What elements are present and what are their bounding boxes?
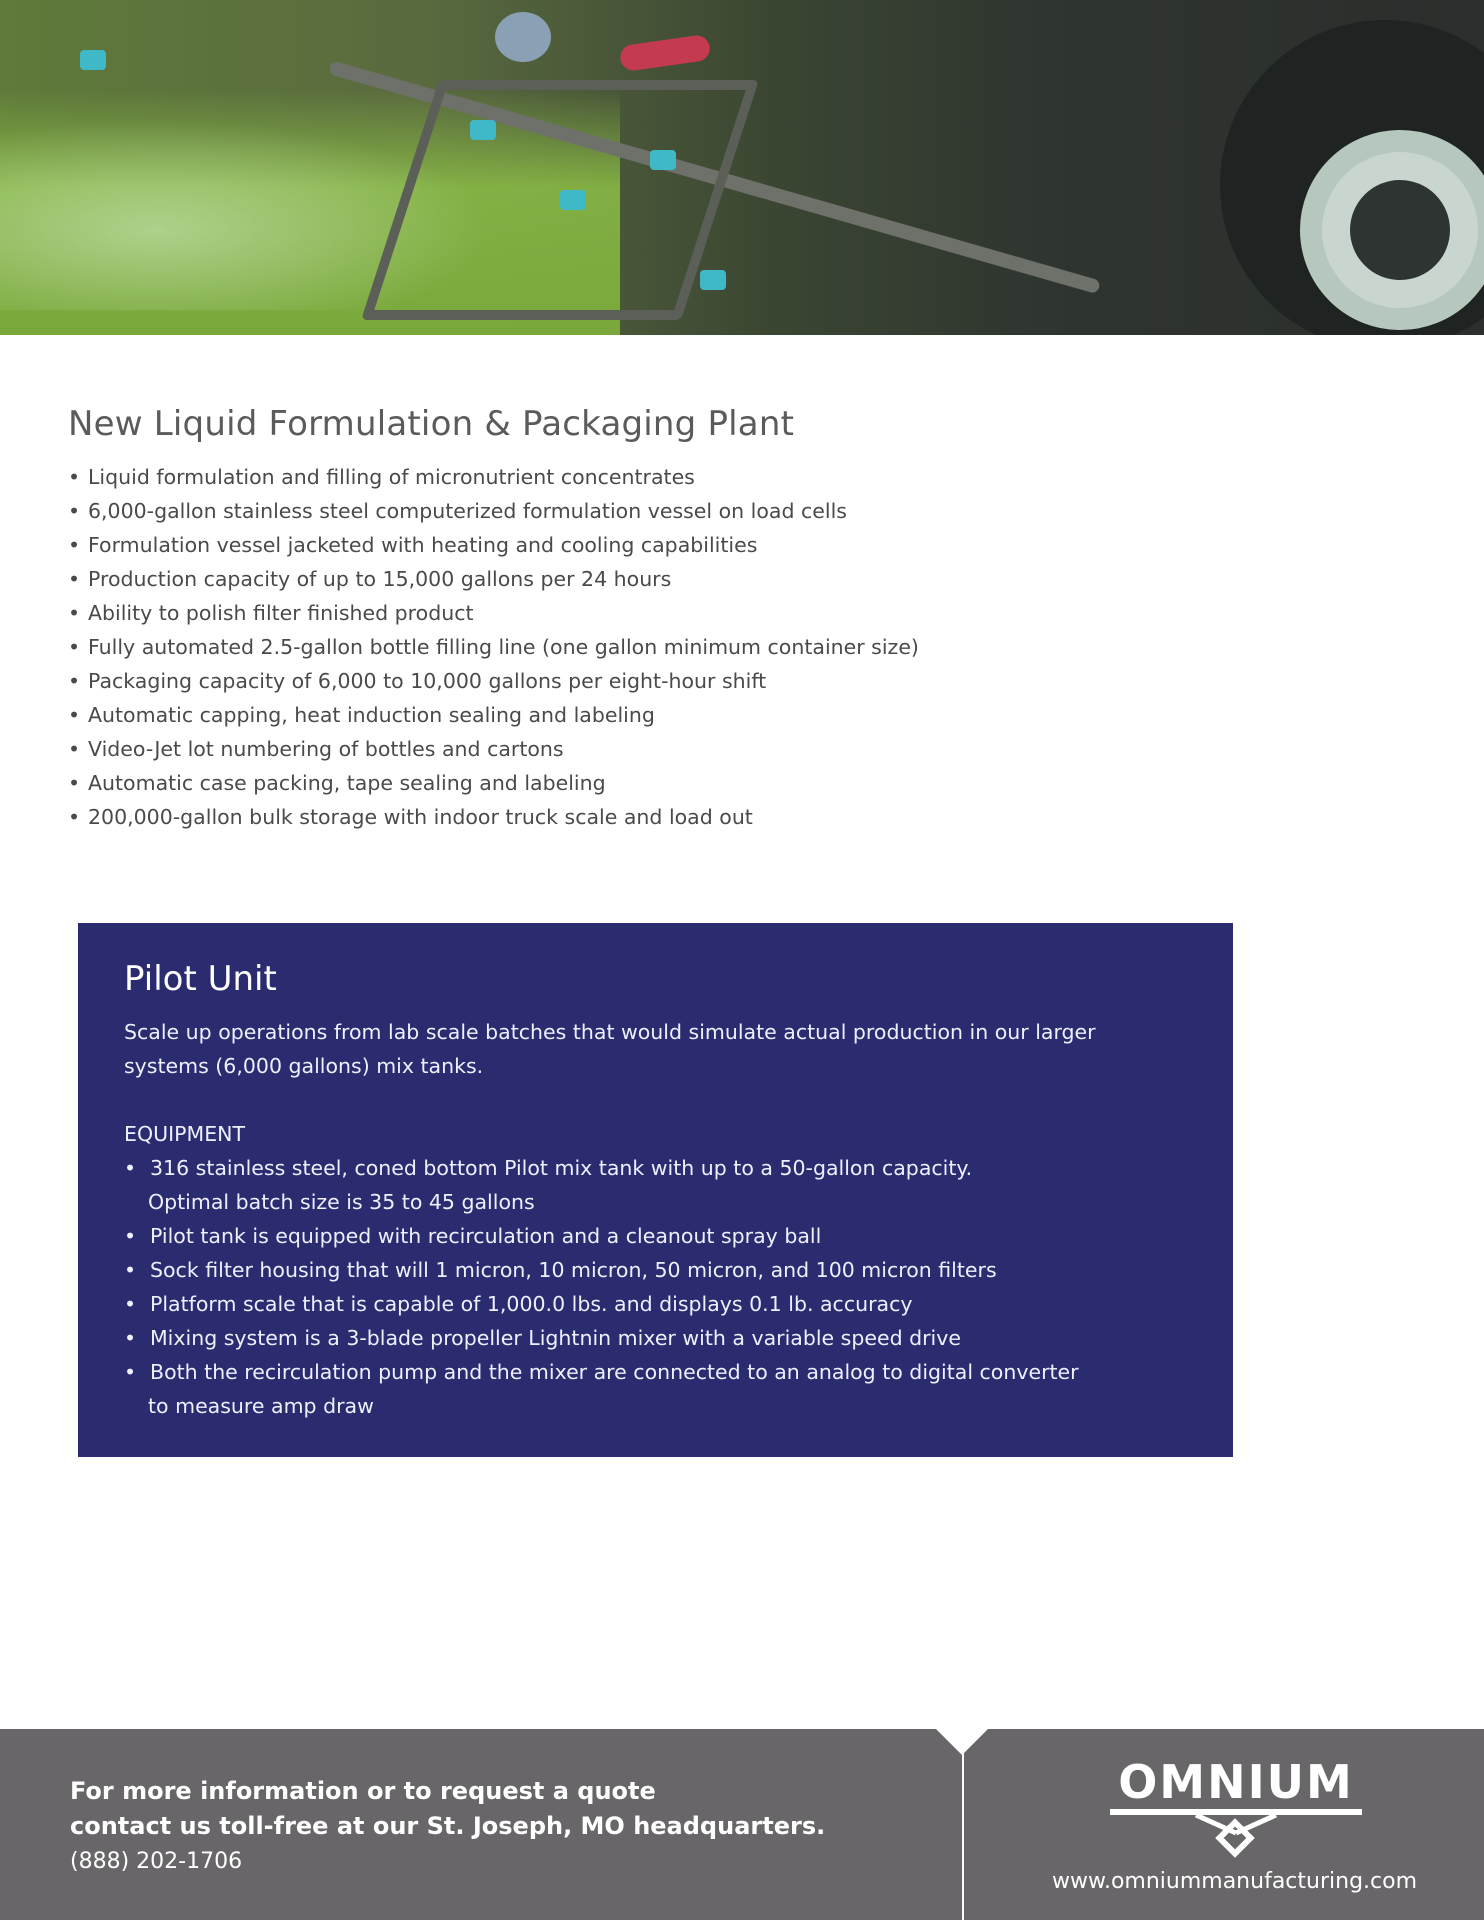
bullet-icon: • — [68, 669, 81, 693]
hero-nozzle — [650, 150, 676, 170]
bullet-icon: • — [124, 1224, 137, 1248]
feature-item — [68, 732, 919, 766]
logo-diamond-icon — [1108, 1803, 1364, 1859]
feature-item — [68, 800, 919, 834]
bullet-icon: • — [68, 703, 81, 727]
website-link[interactable]: www.omniummanufacturing.com — [1052, 1869, 1418, 1894]
equipment-text-continued: to measure amp draw — [148, 1394, 374, 1418]
feature-text: 6,000-gallon stainless steel computerized formulation vessel on load cells — [88, 499, 847, 523]
hero-tank — [495, 12, 551, 62]
bullet-icon: • — [68, 499, 81, 523]
bullet-icon: • — [68, 737, 81, 761]
equipment-item — [124, 1219, 1079, 1253]
bullet-icon: • — [124, 1156, 137, 1180]
hero-nozzle — [560, 190, 586, 210]
hero-image — [0, 0, 1484, 335]
feature-item — [68, 630, 919, 664]
footer-notch — [936, 1729, 988, 1755]
equipment-text: Both the recirculation pump and the mixer are connected to an analog to digital converter — [150, 1360, 1079, 1384]
cta-line-1: For more information or to request a quote — [70, 1777, 656, 1805]
equipment-text-continued: Optimal batch size is 35 to 45 gallons — [148, 1190, 535, 1214]
feature-item — [68, 766, 919, 800]
equipment-text: Sock filter housing that will 1 micron, 10 micron, 50 micron, and 100 micron filters — [150, 1258, 997, 1282]
pilot-unit-intro: Scale up operations from lab scale batches that would simulate actual production in our larger systems (6,000 gallons) mix tanks. — [124, 1020, 1096, 1078]
equipment-heading: EQUIPMENT — [124, 1122, 245, 1146]
equipment-item — [124, 1355, 1079, 1423]
equipment-text: Mixing system is a 3-blade propeller Lightnin mixer with a variable speed drive — [150, 1326, 962, 1350]
features-list — [68, 460, 919, 834]
bullet-icon: • — [68, 465, 81, 489]
feature-text: Packaging capacity of 6,000 to 10,000 gallons per eight-hour shift — [88, 669, 767, 693]
feature-text: Automatic case packing, tape sealing and labeling — [88, 771, 606, 795]
bullet-icon: • — [68, 805, 81, 829]
feature-text: Liquid formulation and filling of micronutrient concentrates — [88, 465, 695, 489]
equipment-item — [124, 1253, 1079, 1287]
logo-wordmark: OMNIUM — [1118, 1755, 1354, 1809]
page-title: New Liquid Formulation & Packaging Plant — [68, 404, 795, 444]
feature-text: 200,000-gallon bulk storage with indoor truck scale and load out — [88, 805, 753, 829]
feature-text: Fully automated 2.5-gallon bottle filling line (one gallon minimum container size) — [88, 635, 919, 659]
equipment-item — [124, 1287, 1079, 1321]
footer-divider — [962, 1753, 964, 1920]
feature-item — [68, 698, 919, 732]
bullet-icon: • — [124, 1258, 137, 1282]
feature-item — [68, 494, 919, 528]
hero-hub — [1350, 180, 1450, 280]
feature-text: Formulation vessel jacketed with heating and cooling capabilities — [88, 533, 758, 557]
bullet-icon: • — [124, 1292, 137, 1316]
cta-line-2: contact us toll-free at our St. Joseph, MO headquarters. — [70, 1812, 826, 1840]
bullet-icon: • — [68, 567, 81, 591]
bullet-icon: • — [124, 1360, 137, 1384]
feature-item — [68, 664, 919, 698]
feature-text: Automatic capping, heat induction sealing and labeling — [88, 703, 655, 727]
footer — [0, 1729, 1484, 1920]
bullet-icon: • — [68, 771, 81, 795]
feature-item — [68, 596, 919, 630]
feature-item — [68, 528, 919, 562]
feature-item — [68, 460, 919, 494]
equipment-item — [124, 1151, 1079, 1219]
equipment-item — [124, 1321, 1079, 1355]
feature-item — [68, 562, 919, 596]
equipment-list — [124, 1151, 1079, 1423]
feature-text: Ability to polish filter finished product — [88, 601, 474, 625]
phone-number[interactable]: (888) 202-1706 — [70, 1849, 243, 1874]
bullet-icon: • — [124, 1326, 137, 1350]
omnium-logo — [1108, 1755, 1364, 1859]
bullet-icon: • — [68, 635, 81, 659]
equipment-text: Platform scale that is capable of 1,000.0 lbs. and displays 0.1 lb. accuracy — [150, 1292, 913, 1316]
pilot-unit-title: Pilot Unit — [124, 959, 277, 999]
equipment-text: Pilot tank is equipped with recirculation and a cleanout spray ball — [150, 1224, 822, 1248]
feature-text: Production capacity of up to 15,000 gallons per 24 hours — [88, 567, 672, 591]
equipment-text: 316 stainless steel, coned bottom Pilot mix tank with up to a 50-gallon capacity. — [150, 1156, 973, 1180]
pilot-unit-panel — [78, 923, 1233, 1457]
hero-valve — [619, 34, 712, 72]
bullet-icon: • — [68, 601, 81, 625]
bullet-icon: • — [68, 533, 81, 557]
feature-text: Video-Jet lot numbering of bottles and cartons — [88, 737, 564, 761]
hero-nozzle — [700, 270, 726, 290]
hero-nozzle — [470, 120, 496, 140]
hero-nozzle — [80, 50, 106, 70]
